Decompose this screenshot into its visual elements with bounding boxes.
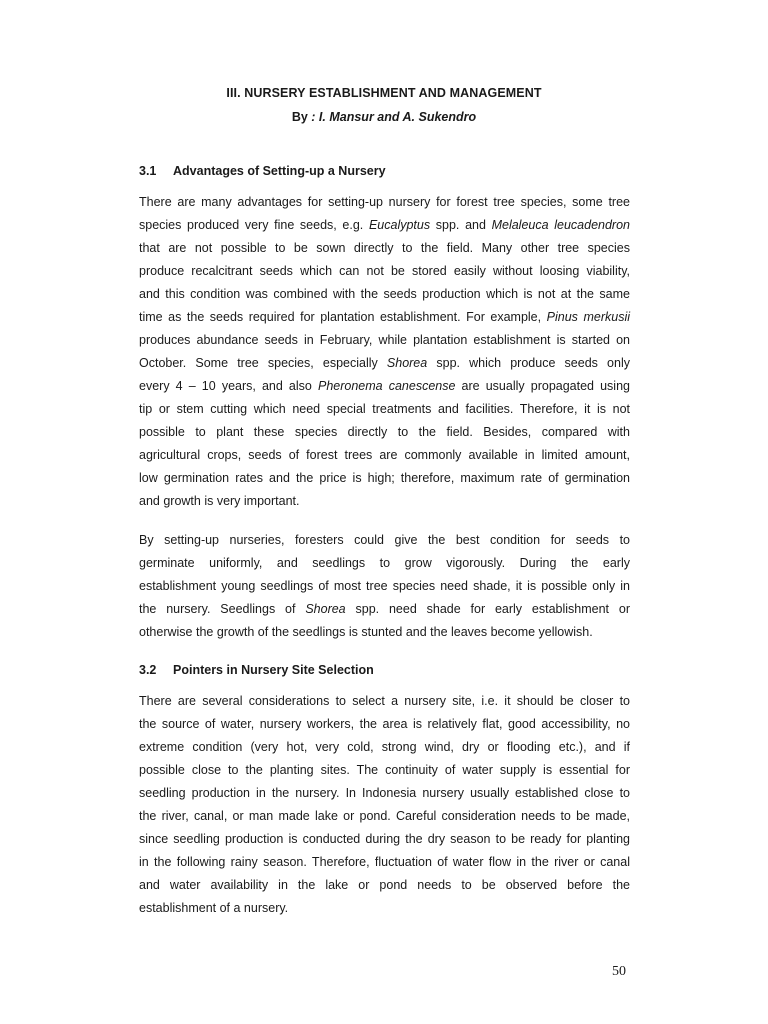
text-run: the river, canal, or man made lake or pond. Careful consideration needs to be made, [139, 809, 630, 823]
text-line [139, 467, 630, 490]
text-run: extreme condition (very hot, very cold, strong wind, dry or flooding etc.), and if [139, 740, 630, 754]
species-name: Shorea [386, 356, 428, 370]
text-line [139, 237, 630, 260]
text-line [139, 214, 630, 237]
text-line [139, 283, 630, 306]
text-run: There are several considerations to select a nursery site, i.e. it should be closer to [139, 694, 630, 708]
text-run: agricultural crops, seeds of forest trees are commonly available in limited amount, [139, 448, 630, 462]
text-line [139, 690, 630, 713]
text-line [139, 759, 630, 782]
section-heading-3-1 [139, 164, 386, 178]
section-title: Pointers in Nursery Site Selection [173, 663, 374, 677]
text-line [139, 421, 630, 444]
text-line [139, 805, 630, 828]
text-line [139, 874, 630, 897]
text-line [139, 828, 630, 851]
text-run: and growth is very important. [139, 494, 300, 508]
chapter-authors [0, 110, 768, 124]
section-heading-3-2 [139, 663, 374, 677]
text-line [139, 260, 630, 283]
text-line [139, 306, 630, 329]
species-name: Pheronema canescense [317, 379, 456, 393]
authors-by-label: By [291, 110, 312, 124]
paragraph-site-selection [139, 690, 630, 920]
species-name: Eucalyptus [368, 218, 431, 232]
text-run: possible to plant these species directly to the field. Besides, compared with [139, 425, 630, 439]
page-number: 50 [612, 964, 626, 979]
species-name: Shorea [305, 602, 346, 616]
text-line [139, 490, 630, 513]
text-run: and this condition was combined with the seeds production which is not at the same [139, 287, 630, 301]
text-line [139, 575, 630, 598]
section-number: 3.2 [139, 663, 157, 677]
text-run: October. Some tree species, especially [139, 356, 387, 370]
text-run: the source of water, nursery workers, the area is relatively flat, good accessibility, no [139, 717, 630, 731]
text-line [139, 329, 630, 352]
text-run: spp. and [430, 218, 492, 232]
text-line [139, 529, 630, 552]
text-run: species produced very fine seeds, e.g. [139, 218, 369, 232]
text-run: produce recalcitrant seeds which can not be stored easily without loosing viability, [139, 264, 630, 278]
text-run: seedling production in the nursery. In Indonesia nursery usually established close to [139, 786, 630, 800]
text-run: produces abundance seeds in February, while plantation establishment is started on [139, 333, 630, 347]
paragraph-advantages-2 [139, 529, 630, 644]
text-run: are usually propagated using [455, 379, 630, 393]
text-line [139, 851, 630, 874]
text-run: in the following rainy season. Therefore, fluctuation of water flow in the river or canal [139, 855, 630, 869]
text-run: tip or stem cutting which need special treatments and facilities. Therefore, it is not [139, 402, 630, 416]
text-line [139, 897, 630, 920]
text-line [139, 598, 630, 621]
text-line [139, 621, 630, 644]
section-title: Advantages of Setting-up a Nursery [173, 164, 386, 178]
text-line [139, 736, 630, 759]
text-line [139, 191, 630, 214]
text-run: low germination rates and the price is high; therefore, maximum rate of germination [139, 471, 630, 485]
text-run: establishment of a nursery. [139, 901, 289, 915]
chapter-title: III. NURSERY ESTABLISHMENT AND MANAGEMENT [226, 86, 542, 100]
text-run: that are not possible to be sown directly to the field. Many other tree species [139, 241, 630, 255]
text-line [139, 375, 630, 398]
text-line [139, 713, 630, 736]
text-line [139, 352, 630, 375]
text-run: germinate uniformly, and seedlings to grow vigorously. During the early [139, 556, 630, 570]
text-run: There are many advantages for setting-up nursery for forest tree species, some tree [139, 195, 630, 209]
section-number: 3.1 [139, 164, 157, 178]
text-line [139, 552, 630, 575]
text-run: and water availability in the lake or pond needs to be observed before the [139, 878, 630, 892]
text-run: possible close to the planting sites. The continuity of water supply is essential for [139, 763, 630, 777]
species-name: Melaleuca leucadendron [491, 218, 630, 232]
text-run: every 4 – 10 years, and also [139, 379, 318, 393]
text-line [139, 444, 630, 467]
paragraph-advantages-1 [139, 191, 630, 513]
species-name: Pinus merkusii [546, 310, 630, 324]
text-run: time as the seeds required for plantation establishment. For example, [139, 310, 547, 324]
text-run: spp. which produce seeds only [427, 356, 630, 370]
text-run: the nursery. Seedlings of [139, 602, 306, 616]
text-run: By setting-up nurseries, foresters could give the best condition for seeds to [139, 533, 630, 547]
text-run: otherwise the growth of the seedlings is stunted and the leaves become yellowish. [139, 625, 593, 639]
text-line [139, 782, 630, 805]
text-line [139, 398, 630, 421]
text-run: spp. need shade for early establishment or [345, 602, 630, 616]
text-run: since seedling production is conducted during the dry season to be ready for planting [139, 832, 630, 846]
authors-names: : I. Mansur and A. Sukendro [311, 110, 477, 124]
text-run: establishment young seedlings of most tree species need shade, it is possible only in [139, 579, 630, 593]
